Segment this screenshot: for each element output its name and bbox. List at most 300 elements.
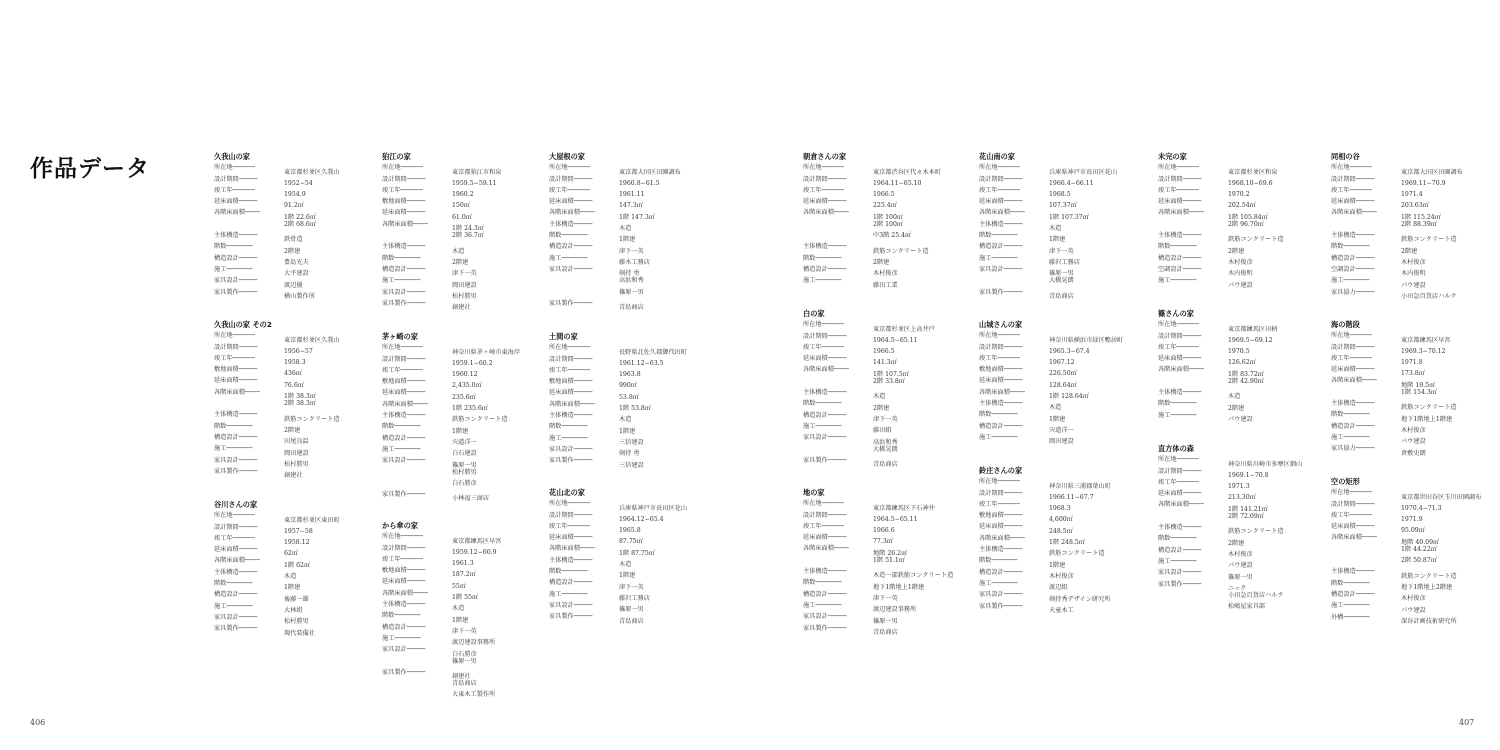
field-label: 家具製作─────	[214, 288, 258, 296]
field-label: 施工───────	[1158, 277, 1197, 285]
field-label: 施工───────	[214, 602, 253, 610]
data-row	[214, 443, 379, 457]
field-value: 2階 88.39㎡	[1401, 220, 1437, 228]
field-label: 設計期間─────	[979, 343, 1023, 351]
data-row	[214, 510, 379, 524]
field-label: 各階床面積────	[803, 366, 849, 374]
field-label: 設計期間─────	[1331, 175, 1375, 183]
data-row	[803, 162, 968, 176]
data-row	[803, 532, 968, 546]
field-label: 施工───────	[1158, 411, 1197, 419]
field-label: 所在地──────	[382, 533, 423, 541]
field-value: 225.4㎡	[873, 202, 897, 210]
field-label: 設計期間─────	[1158, 175, 1202, 183]
field-label: 所在地──────	[1331, 332, 1372, 340]
field-label: 設計期間─────	[803, 175, 847, 183]
work-title: 空の矩形	[1331, 477, 1360, 486]
field-value: 神奈川県茅ヶ崎市東海岸	[452, 348, 521, 356]
field-value: 剣持秀デザイン研究所	[1049, 595, 1111, 603]
work-title: 狛江の家	[382, 152, 411, 161]
data-row	[1158, 477, 1323, 491]
data-row	[1158, 398, 1323, 412]
data-row	[382, 554, 547, 568]
data-row	[214, 162, 379, 176]
field-value: 木造	[1049, 225, 1062, 233]
field-value: 1968.5	[1049, 191, 1071, 199]
data-row	[803, 241, 968, 255]
field-value: 東京都練馬区下石神井	[873, 504, 935, 512]
data-row	[979, 521, 1144, 535]
field-label: 構造設計─────	[1331, 254, 1375, 262]
data-row	[1158, 364, 1323, 378]
field-label: 延床面積─────	[214, 377, 258, 385]
field-value: 松村勝男	[284, 618, 309, 626]
field-label: 竣工年──────	[1331, 354, 1372, 362]
field-label: 階数───────	[382, 423, 421, 431]
field-label: 延床面積─────	[1158, 198, 1202, 206]
field-label: 設計期間─────	[1158, 332, 1202, 340]
field-value: 1階建	[1049, 236, 1066, 244]
field-value: 津下一英	[619, 583, 644, 591]
field-value: 鉄骨造	[284, 236, 303, 244]
data-row	[1331, 589, 1496, 603]
field-value: 兵庫県神戸市長田区花山	[1049, 168, 1118, 176]
field-value: 東京都杉並区上高井戸	[873, 325, 935, 333]
field-value: 1階 105.84㎡	[1228, 213, 1268, 221]
data-row	[1158, 567, 1323, 581]
field-value: 東京都杉並区東田町	[284, 516, 340, 524]
field-label: 階数───────	[979, 557, 1018, 565]
field-label: 竣工年──────	[803, 186, 844, 194]
data-row	[214, 544, 379, 558]
data-row	[549, 241, 714, 255]
field-label: 階数───────	[1158, 243, 1197, 251]
field-label: 家具設計─────	[803, 613, 847, 621]
field-value: 木造	[1049, 404, 1062, 412]
field-label: 施工───────	[803, 277, 842, 285]
field-value: 東京都大田区田園調布	[619, 168, 681, 176]
data-row	[214, 219, 379, 230]
field-value: 地下1階地上1階建	[873, 583, 925, 591]
field-value: 1963.8	[619, 371, 641, 379]
data-row	[1331, 443, 1496, 457]
field-value: 2階 100㎡	[873, 220, 904, 228]
field-label: 家具設計─────	[382, 288, 426, 296]
field-label: 延床面積─────	[803, 355, 847, 363]
field-value: 1階 100㎡	[873, 213, 904, 221]
data-row	[214, 353, 379, 367]
field-value: 篠原一男	[452, 461, 477, 469]
field-value: 1967.12	[1049, 359, 1075, 367]
field-value: 木造	[452, 247, 465, 255]
field-label: 家具設計─────	[549, 265, 593, 273]
field-value: 木村俊彦	[873, 270, 898, 278]
field-label: 施工───────	[214, 265, 253, 273]
data-row	[549, 162, 714, 176]
data-row	[1331, 196, 1496, 210]
field-value: 松村勝男	[284, 460, 309, 468]
field-value: 高浜和秀	[873, 438, 898, 446]
field-value: 1階 128.64㎡	[1049, 393, 1089, 401]
field-label: 主体構造─────	[1158, 232, 1202, 240]
field-value: 青島商店	[619, 617, 644, 625]
field-value: 鉄筋コンクリート造	[1401, 236, 1457, 244]
field-label: 所在地──────	[549, 344, 590, 352]
field-label: 各階床面積────	[214, 209, 260, 217]
field-value: 1階 154.3㎡	[1401, 388, 1437, 396]
field-value: 1954.9	[284, 191, 306, 199]
data-row	[214, 409, 379, 423]
data-row	[382, 365, 547, 379]
field-value: 地下1階地上1階建	[1401, 415, 1453, 423]
data-row	[979, 241, 1144, 255]
field-label: 階数───────	[1331, 411, 1370, 419]
field-label: 設計期間─────	[1331, 343, 1375, 351]
field-label: 敷地面積─────	[382, 198, 426, 206]
data-row	[549, 566, 714, 580]
data-row	[382, 678, 547, 689]
field-value: 1階 107.37㎡	[1049, 213, 1089, 221]
field-value: 三信建設	[619, 438, 644, 446]
data-row	[1158, 342, 1323, 356]
field-value: 1959.1−60.2	[452, 359, 493, 367]
field-label: 設計期間─────	[803, 511, 847, 519]
field-value: 2,435.0㎡	[452, 382, 482, 390]
field-label: 延床面積─────	[382, 209, 426, 217]
data-row	[803, 410, 968, 421]
work-entry	[979, 319, 1144, 446]
field-value: 渡辺建設事務所	[873, 606, 917, 614]
field-label: 家具製作─────	[382, 299, 426, 307]
field-value: 1階 115.24㎡	[1401, 213, 1441, 221]
field-value: 1階 87.75㎡	[619, 549, 655, 557]
data-row	[1331, 555, 1496, 566]
field-value: 東京都大田区田園調布	[1401, 168, 1463, 176]
field-label: 外構───────	[1331, 613, 1370, 621]
field-value: 東京都練馬区田柄	[1228, 325, 1278, 333]
data-row	[382, 421, 547, 435]
data-row	[1331, 353, 1496, 367]
work-entry	[382, 151, 547, 312]
field-value: 2階建	[284, 247, 301, 255]
field-label: 延床面積─────	[214, 198, 258, 206]
data-row	[1158, 275, 1323, 289]
data-row	[549, 230, 714, 244]
data-row	[214, 275, 379, 289]
data-row	[382, 531, 547, 545]
field-value: 青島商店	[873, 628, 898, 636]
data-row	[979, 533, 1144, 547]
field-label: 施工───────	[214, 445, 253, 453]
data-row	[214, 387, 379, 401]
data-row	[549, 376, 714, 390]
data-row	[382, 489, 547, 503]
data-row	[979, 230, 1144, 244]
field-value: 大林組	[284, 606, 303, 614]
field-value: 東京都杉並区久我山	[284, 168, 340, 176]
data-row	[1331, 544, 1496, 555]
field-label: 所在地──────	[979, 164, 1020, 172]
data-row	[382, 444, 547, 458]
field-value: 白石建設	[452, 450, 477, 458]
work-title: 久我山の家 その2	[214, 320, 272, 329]
field-label: 設計期間─────	[979, 489, 1023, 497]
field-value: 東京都杉並区和泉	[1228, 168, 1278, 176]
field-value: 1階建	[1049, 415, 1066, 423]
field-label: 竣工年──────	[549, 522, 590, 530]
field-label: 竣工年──────	[549, 186, 590, 194]
data-row	[214, 230, 379, 244]
field-label: 各階床面積────	[1158, 501, 1204, 509]
field-label: 構造設計─────	[1158, 546, 1202, 554]
data-row	[214, 589, 379, 603]
field-label: 各階床面積────	[979, 388, 1025, 396]
field-label: 各階床面積────	[1331, 377, 1377, 385]
field-label: 家具設計─────	[979, 591, 1023, 599]
field-value: パウ建設	[1401, 438, 1426, 446]
field-value: 1956−57	[284, 347, 313, 355]
field-label: 所在地──────	[1331, 164, 1372, 172]
field-value: 1958.12	[284, 539, 310, 547]
field-label: 竣工年──────	[1158, 343, 1199, 351]
data-row	[382, 241, 547, 255]
data-row	[1331, 510, 1496, 524]
data-row	[1331, 207, 1496, 221]
data-row	[1331, 432, 1496, 446]
work-entry	[803, 151, 968, 287]
field-value: 1階建	[619, 572, 636, 580]
field-value: 1964.5−65.11	[873, 515, 918, 523]
data-row	[382, 376, 547, 390]
field-label: 敷地面積─────	[382, 378, 426, 386]
field-label: 所在地──────	[803, 164, 844, 172]
field-value: 剣持 勇	[619, 270, 640, 278]
data-row	[803, 444, 968, 455]
field-value: 木内俊明	[1401, 270, 1426, 278]
field-label: 延床面積─────	[382, 578, 426, 586]
field-label: 家具製作─────	[382, 491, 426, 499]
field-value: 長野県北佐久郡御代田町	[619, 348, 688, 356]
field-value: 1968.10−69.6	[1228, 179, 1273, 187]
field-label: 階数───────	[382, 612, 421, 620]
field-label: 竣工年──────	[979, 500, 1020, 508]
field-label: 施工───────	[382, 445, 421, 453]
field-label: 竣工年──────	[382, 555, 423, 563]
data-row	[1331, 275, 1496, 289]
data-row	[382, 410, 547, 424]
field-value: 木村俊彦	[1049, 572, 1074, 580]
work-title: 直方体の森	[1158, 444, 1194, 453]
field-label: 竣工年──────	[1331, 511, 1372, 519]
field-label: 構造設計─────	[382, 623, 426, 631]
field-label: 設計期間─────	[549, 355, 593, 363]
field-value: 1971.4	[1401, 191, 1423, 199]
data-row	[214, 264, 379, 278]
field-label: 竣工年──────	[214, 186, 255, 194]
work-title: 土間の家	[549, 332, 578, 341]
field-value: 150㎡	[452, 202, 470, 210]
field-value: 渡辺建設事務所	[452, 639, 496, 647]
data-row	[214, 342, 379, 353]
data-row	[382, 219, 547, 233]
field-label: 竣工年──────	[1158, 186, 1199, 194]
field-label: 延床面積─────	[549, 389, 593, 397]
field-value: 神奈川県川崎市多摩区細山	[1228, 460, 1303, 468]
data-row	[1158, 353, 1323, 367]
data-row	[803, 510, 968, 521]
field-label: 家具協力─────	[1331, 288, 1375, 296]
field-label: 主体構造─────	[1158, 389, 1202, 397]
data-row	[382, 478, 547, 489]
field-value: 1952−54	[284, 179, 313, 187]
data-row	[1158, 601, 1323, 612]
data-row	[214, 174, 379, 185]
data-row	[1331, 185, 1496, 199]
data-row	[214, 287, 379, 298]
field-value: 篠原一男	[873, 617, 898, 625]
field-label: 家具設計─────	[214, 456, 258, 464]
field-value: 鉄筋コンクリート造	[284, 415, 340, 423]
work-title: 花山北の家	[549, 488, 585, 497]
data-row	[803, 364, 968, 378]
data-row	[382, 253, 547, 264]
data-row	[214, 375, 379, 389]
field-label: 階数───────	[1158, 400, 1197, 408]
field-label: 竣工年──────	[214, 354, 255, 362]
field-value: パウ建設	[1401, 281, 1426, 289]
field-label: 家具設計─────	[549, 445, 593, 453]
data-row	[382, 264, 547, 278]
field-value: 木村俊彦	[1228, 258, 1253, 266]
field-value: 兵庫県神戸市長田区花山	[619, 504, 688, 512]
field-value: 篠原一男	[1228, 573, 1253, 581]
data-row	[1158, 533, 1323, 547]
data-row	[1158, 454, 1323, 468]
field-value: 202.54㎡	[1228, 202, 1256, 210]
data-row	[803, 600, 968, 614]
field-value: 1階建	[452, 616, 469, 624]
data-row	[803, 275, 968, 289]
data-row	[549, 354, 714, 365]
field-label: 施工───────	[803, 601, 842, 609]
field-label: 家具製作─────	[1158, 580, 1202, 588]
data-row	[1331, 375, 1496, 389]
field-value: 藤沢工務店	[619, 594, 650, 602]
data-row	[979, 567, 1144, 578]
field-value: 後藤一雄	[284, 595, 309, 603]
field-label: 階数───────	[979, 232, 1018, 240]
field-value: 1961.11	[619, 191, 645, 199]
field-value: パウ建設	[1228, 281, 1253, 289]
field-value: 2階建	[873, 258, 890, 266]
field-value: 990㎡	[619, 382, 637, 390]
data-row	[803, 353, 968, 367]
data-row	[1331, 364, 1496, 378]
field-value: 2階建	[452, 258, 469, 266]
field-value: 2階建	[284, 426, 301, 434]
field-value: 1957−58	[284, 527, 313, 535]
data-row	[382, 667, 547, 681]
data-row	[549, 399, 714, 413]
field-value: 横山製作所	[284, 292, 315, 300]
data-row	[979, 488, 1144, 499]
field-label: 延床面積─────	[979, 523, 1023, 531]
work-title: から傘の家	[382, 521, 418, 530]
field-value: 141.3㎡	[873, 359, 897, 367]
field-value: 1階 62㎡	[284, 561, 311, 569]
work-entry	[1158, 308, 1323, 421]
data-row	[214, 578, 379, 592]
field-label: 設計期間─────	[382, 544, 426, 552]
field-label: 延床面積─────	[979, 377, 1023, 385]
data-row	[1158, 376, 1323, 387]
field-value: 128.64㎡	[1049, 381, 1077, 389]
field-label: 階数───────	[803, 579, 842, 587]
work-entry	[979, 151, 1144, 298]
data-row	[979, 275, 1144, 286]
data-row	[549, 444, 714, 458]
field-value: 鉄筋コンクリート造	[1401, 404, 1457, 412]
field-label: 家具設計─────	[214, 613, 258, 621]
data-row	[979, 207, 1144, 221]
field-label: 施工───────	[979, 254, 1018, 262]
field-value: 東京都練馬区早宮	[452, 537, 502, 545]
field-value: 2階 72.09㎡	[1228, 512, 1264, 520]
data-row	[382, 455, 547, 469]
data-row	[1158, 319, 1323, 333]
field-value: 東京都渋谷区代々木本町	[873, 168, 942, 176]
field-value: 1971.8	[1401, 359, 1423, 367]
work-entry	[214, 151, 379, 298]
field-value: 青島商店	[619, 304, 644, 312]
data-row	[1331, 521, 1496, 535]
work-entry	[382, 331, 547, 503]
field-label: 家具設計─────	[979, 265, 1023, 273]
data-row	[1158, 545, 1323, 556]
field-value: 創建社	[452, 304, 471, 312]
data-row	[549, 275, 714, 286]
field-label: 設計期間─────	[549, 175, 593, 183]
work-title: 海の階段	[1331, 320, 1360, 329]
data-row	[382, 543, 547, 554]
data-row	[1331, 409, 1496, 423]
data-row	[803, 432, 968, 446]
data-row	[979, 162, 1144, 176]
data-row	[549, 207, 714, 221]
data-row	[803, 498, 968, 512]
data-row	[549, 589, 714, 600]
field-label: 各階床面積────	[1331, 534, 1377, 542]
data-row	[803, 253, 968, 264]
field-value: 1階 53.8㎡	[619, 405, 652, 413]
field-value: 1階 235.6㎡	[452, 405, 488, 413]
data-row	[803, 566, 968, 580]
field-value: 津下一英	[873, 594, 898, 602]
data-row	[549, 387, 714, 401]
data-row	[803, 589, 968, 600]
field-label: 家具製作─────	[382, 668, 426, 676]
field-value: 大橋晃朗	[1049, 277, 1074, 285]
field-label: 階数───────	[1331, 243, 1370, 251]
field-value: 2階建	[1228, 539, 1245, 547]
field-label: 主体構造─────	[803, 243, 847, 251]
data-row	[979, 264, 1144, 278]
data-row	[1331, 600, 1496, 614]
data-row	[803, 185, 968, 199]
data-row	[979, 421, 1144, 432]
field-value: 小田急百貨店ハルク	[1401, 292, 1457, 300]
field-label: 所在地──────	[803, 321, 844, 329]
